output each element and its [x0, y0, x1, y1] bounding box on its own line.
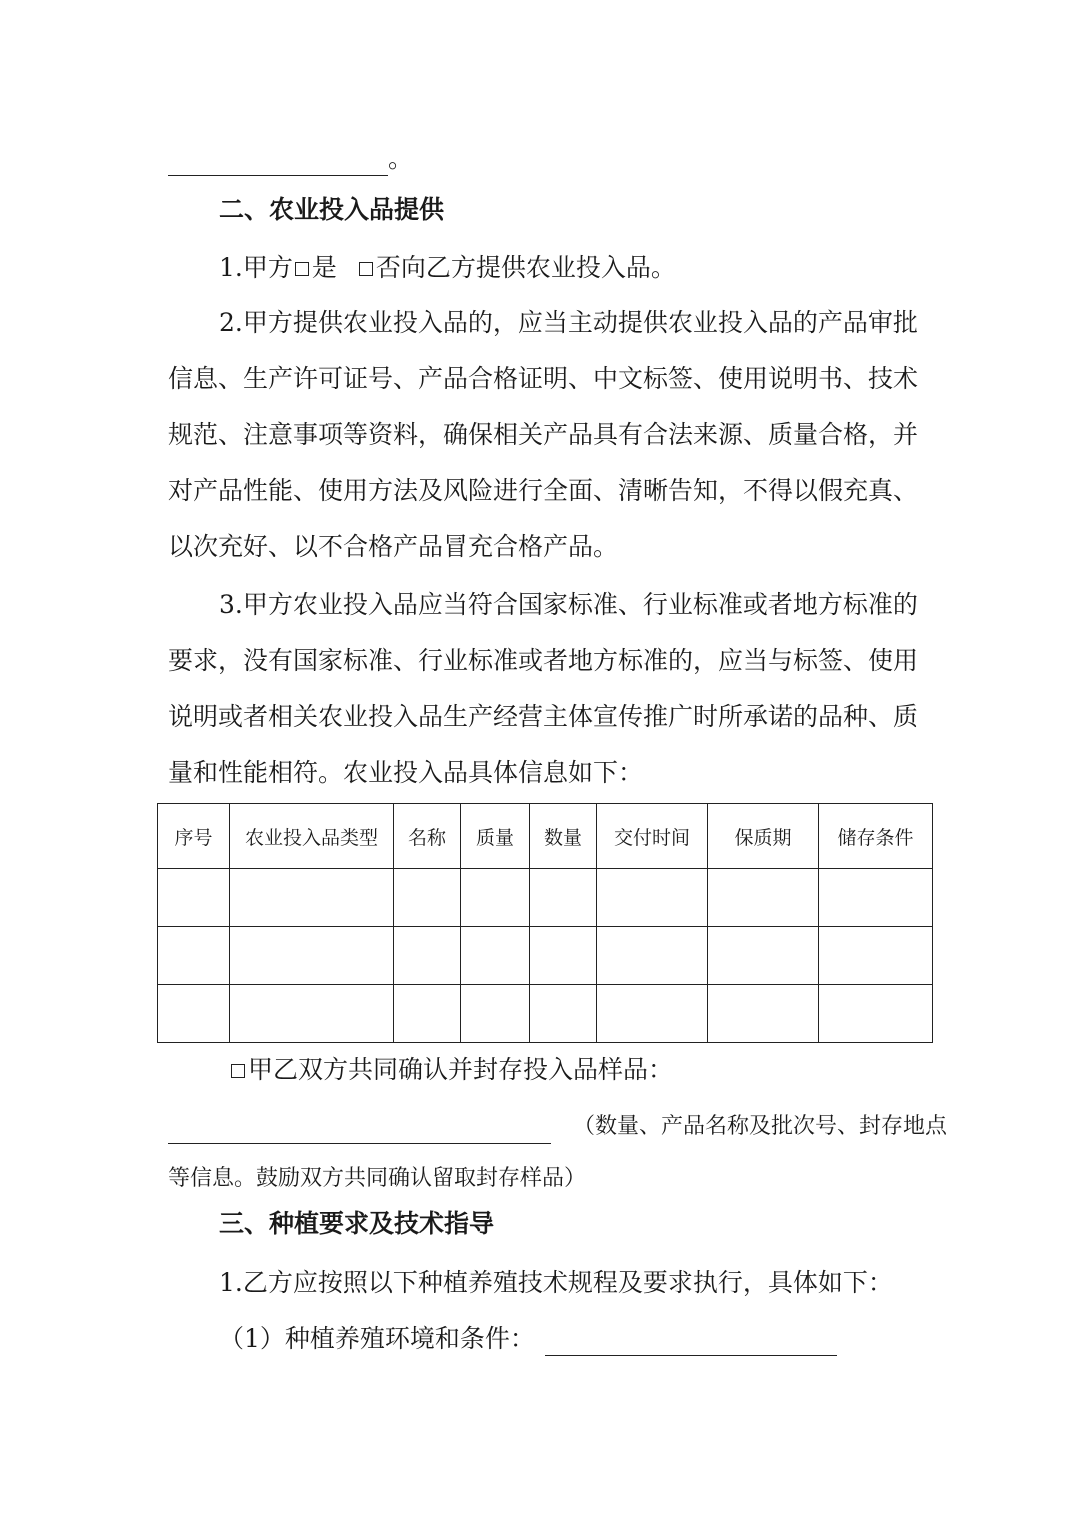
item-3-line-3: 说明或者相关农业投入品生产经营主体宣传推广时所承诺的品种、质	[168, 702, 919, 731]
checkbox-yes[interactable]	[295, 262, 309, 276]
table-header-row	[158, 804, 933, 869]
item-1-line	[219, 251, 676, 285]
table-cell[interactable]	[158, 985, 230, 1043]
column-header-quantity: 数量	[530, 804, 597, 869]
table-cell[interactable]	[597, 869, 708, 927]
table-cell[interactable]	[394, 927, 461, 985]
table-cell[interactable]	[530, 985, 597, 1043]
table-cell[interactable]	[530, 869, 597, 927]
item-3-line-1: 3.甲方农业投入品应当符合国家标准、行业标准或者地方标准的	[219, 590, 918, 619]
option-yes-label: 是	[311, 253, 337, 282]
table-cell[interactable]	[394, 869, 461, 927]
option-no-label: 否向乙方提供农业投入品。	[375, 253, 676, 282]
table-cell[interactable]	[530, 927, 597, 985]
table-cell[interactable]	[230, 927, 394, 985]
item-1-prefix: 1.甲方	[219, 253, 293, 282]
item-3-line-2: 要求，没有国家标准、行业标准或者地方标准的，应当与标签、使用	[168, 646, 919, 675]
table-cell[interactable]	[708, 927, 819, 985]
column-header-delivery-time: 交付时间	[597, 804, 708, 869]
item-2-line-3: 规范、注意事项等资料，确保相关产品具有合法来源、质量合格，并	[168, 420, 919, 449]
table-cell[interactable]	[819, 985, 933, 1043]
checkbox-no[interactable]	[359, 262, 373, 276]
column-header-seq: 序号	[158, 804, 230, 869]
section-heading-3: 三、种植要求及技术指导	[219, 1209, 495, 1238]
top-blank-line	[168, 142, 413, 176]
item-3-line-4: 量和性能相符。农业投入品具体信息如下：	[168, 758, 644, 787]
column-header-quality: 质量	[461, 804, 530, 869]
section-3-sub-1	[219, 1322, 837, 1356]
sub-1-underline[interactable]	[545, 1329, 837, 1356]
period: 。	[388, 144, 414, 173]
table-row	[158, 927, 933, 985]
item-2-line-2: 信息、生产许可证号、产品合格证明、中文标签、使用说明书、技术	[168, 364, 919, 393]
table-cell[interactable]	[230, 869, 394, 927]
input-info-table	[157, 803, 933, 1043]
sample-label: 甲乙双方共同确认并封存投入品样品：	[248, 1055, 674, 1084]
sample-line	[229, 1053, 673, 1087]
table-cell[interactable]	[708, 869, 819, 927]
table-cell[interactable]	[158, 869, 230, 927]
table-cell[interactable]	[597, 927, 708, 985]
table-row	[158, 985, 933, 1043]
table-cell[interactable]	[819, 869, 933, 927]
table-cell[interactable]	[708, 985, 819, 1043]
checkbox-sample[interactable]	[231, 1064, 245, 1078]
table-cell[interactable]	[461, 869, 530, 927]
item-2-line-4: 对产品性能、使用方法及风险进行全面、清晰告知，不得以假充真、	[168, 476, 919, 505]
sample-underline[interactable]	[168, 1117, 551, 1144]
column-header-storage: 储存条件	[819, 804, 933, 869]
section-3-item-1: 1.乙方应按照以下种植养殖技术规程及要求执行，具体如下：	[219, 1268, 893, 1297]
blank-underline[interactable]	[168, 149, 388, 176]
column-header-name: 名称	[394, 804, 461, 869]
table-cell[interactable]	[158, 927, 230, 985]
sample-note-1: （数量、产品名称及批次号、封存地点	[572, 1114, 947, 1139]
item-2-line-1: 2.甲方提供农业投入品的，应当主动提供农业投入品的产品审批	[219, 308, 918, 337]
section-heading-2: 二、农业投入品提供	[219, 195, 445, 224]
table-cell[interactable]	[230, 985, 394, 1043]
sample-blank-line	[168, 1108, 947, 1144]
table-cell[interactable]	[461, 927, 530, 985]
column-header-type: 农业投入品类型	[230, 804, 394, 869]
table-row	[158, 869, 933, 927]
table-cell[interactable]	[461, 985, 530, 1043]
table-cell[interactable]	[597, 985, 708, 1043]
table-cell[interactable]	[394, 985, 461, 1043]
item-2-line-5: 以次充好、以不合格产品冒充合格产品。	[168, 532, 619, 561]
sample-note-2: 等信息。鼓励双方共同确认留取封存样品）	[168, 1166, 587, 1191]
column-header-shelf-life: 保质期	[708, 804, 819, 869]
table-cell[interactable]	[819, 927, 933, 985]
sub-1-label: （1）种植养殖环境和条件：	[219, 1324, 535, 1353]
